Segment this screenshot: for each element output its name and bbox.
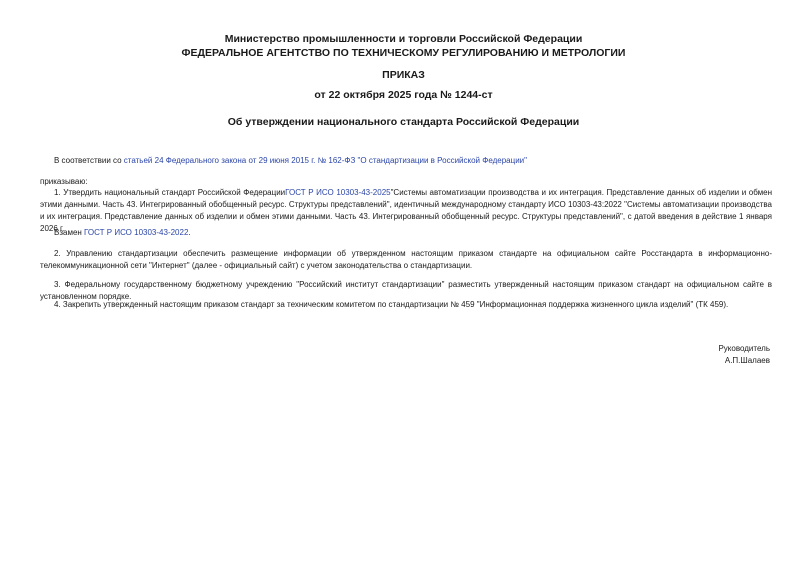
item-1-text-end: "Системы автоматизации производства и их интеграция. Представление данных об изделии и обмен этими данными. Часть 43. Интегрированный обобщенный ресурс. Структуры представлений", идентичный международному стандарту ИСО 10303-43:2022 "Системы автоматизации производства и их интеграция. Представление данных об изделии и обмен этими данными. Часть 43. Интегрированный обобщенный ресурс. Структуры представлений", с датой введения в действие 1 января 2026 г. [40,188,772,233]
gost-2025-link[interactable]: ГОСТ Р ИСО 10303-43-2025 [285,188,391,197]
agency-name: ФЕДЕРАЛЬНОЕ АГЕНТСТВО ПО ТЕХНИЧЕСКОМУ РЕГУЛИРОВАНИЮ И МЕТРОЛОГИИ [181,47,626,59]
item-1-text-start: 1. Утвердить национальный стандарт Российской Федерации [54,188,286,197]
replaces-prefix: Взамен [54,228,85,237]
document-date-number: от 22 октября 2025 года № 1244-ст [314,89,493,101]
item-3-paragraph: 3. Федеральному государственному бюджетному учреждению "Российский институт стандартизации" разместить утвержденный настоящим приказом стандарт на официальном сайте в установленном порядке. [40,280,772,301]
item-4-paragraph: 4. Закрепить утвержденный настоящим приказом стандарт за техническим комитетом по стандартизации № 459 "Информационная поддержка жизненного цикла изделий" (ТК 459). [54,300,729,309]
signatory-name: А.П.Шалаев [724,356,770,365]
ministry-name: Министерство промышленности и торговли Российской Федерации [224,33,583,45]
signatory-position: Руководитель [718,344,770,353]
document-title: Об утверждении национального стандарта Российской Федерации [227,116,580,128]
preamble-prefix: В соответствии со [54,156,124,165]
preamble [54,155,527,167]
order-word: приказываю: [40,177,88,186]
gost-2022-link[interactable]: ГОСТ Р ИСО 10303-43-2022 [84,228,189,237]
federal-law-link[interactable]: статьей 24 Федерального закона от 29 июня 2015 г. № 162-ФЗ "О стандартизации в Российской Федерации" [123,156,527,165]
replaces-suffix: . [188,228,191,237]
document-type: ПРИКАЗ [382,69,425,81]
replaces-line [54,227,191,239]
item-2-paragraph: 2. Управлению стандартизации обеспечить размещение информации об утвержденном настоящим приказом стандарте на официальном сайте Росстандарта в информационно-телекоммуникационной сети "Интернет" (далее - официальный сайт) с учетом законодательства о стандартизации. [40,249,772,270]
